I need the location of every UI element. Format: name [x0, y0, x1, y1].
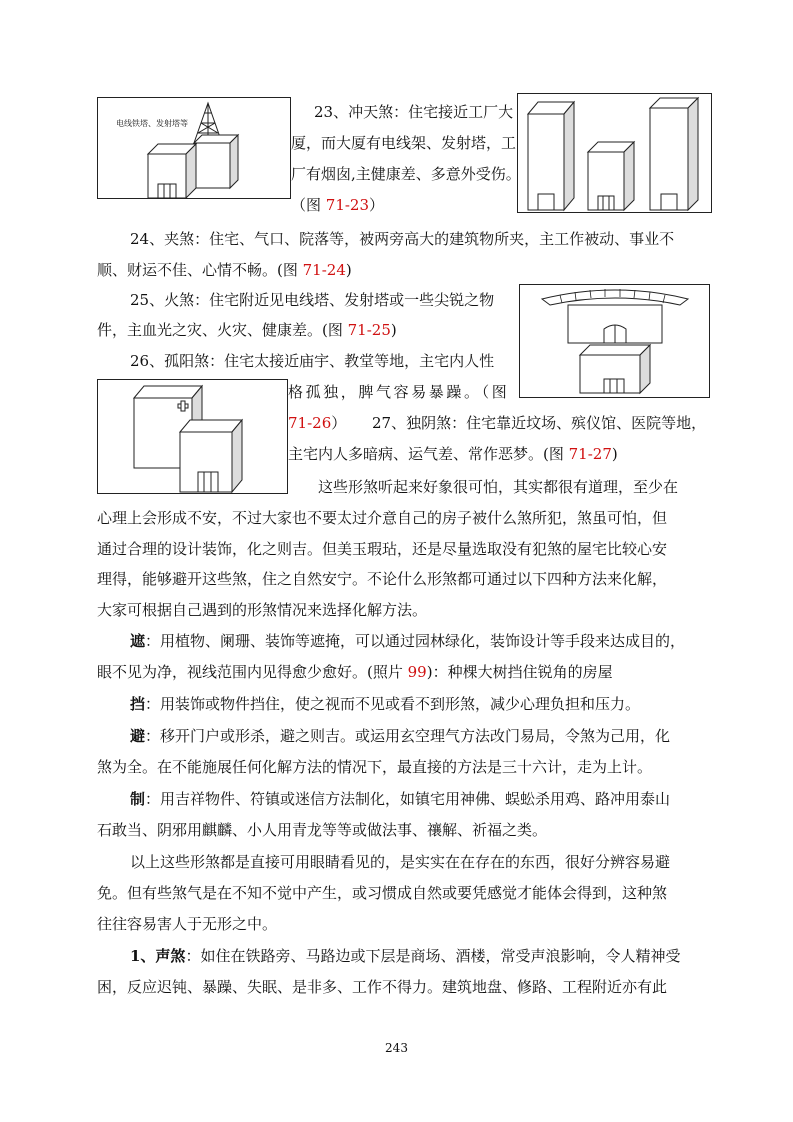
p23-line3: 厂有烟囱,主健康差、多意外受伤。 [291, 165, 521, 183]
summary-line5: 大家可根据自己遇到的形煞情况来选择化解方法。 [97, 601, 428, 619]
p26-line3: 71-26） [288, 414, 347, 432]
tower-building-illustration [98, 98, 290, 198]
summary-line2: 心理上会形成不安，不过大家也不要太过介意自己的房子被什么煞所犯，煞虽可怕，但 [97, 509, 668, 527]
zhi-line1: 制：用吉祥物件、符镇或迷信方法制化，如镇宅用神佛、蜈蚣杀用鸡、路冲用泰山 [130, 790, 671, 808]
p24-line2: 顺、财运不佳、心情不畅。(图 71-24) [97, 261, 352, 279]
p26-line1: 26、孤阳煞：住宅太接近庙宇、教堂等地，主宅内人性 [130, 352, 495, 370]
figure-ref-71-23[interactable]: 71-23 [325, 196, 370, 214]
dang-line1: 挡：用装饰或物件挡住，使之视而不见或看不到形煞，减少心理负担和压力。 [130, 695, 641, 713]
p25-line2: 件，主血光之灾、火灾、健康差。(图 71-25) [97, 321, 397, 339]
zhe-line1: 遮：用植物、阑珊、装饰等遮掩，可以通过园林绿化，装饰设计等手段来达成目的， [130, 632, 686, 650]
temple-house-illustration [520, 285, 709, 397]
summary-line3: 通过合理的设计装饰，化之则吉。但美玉瑕玷，还是尽量选取没有犯煞的屋宅比较心安 [97, 540, 668, 558]
p27-line2: 主宅内人多暗病、运气差、常作恶梦。(图 71-27) [288, 445, 618, 463]
figure-ref-71-27[interactable]: 71-27 [568, 445, 612, 463]
summary-line1: 这些形煞听起来好象很可怕，其实都很有道理，至少在 [318, 478, 679, 496]
p26-line2: 格孤独，脾气容易暴躁。（图 [288, 383, 510, 401]
p23-line4: （图 71-23） [291, 196, 385, 214]
bi-line2: 煞为全。在不能施展任何化解方法的情况下，最直接的方法是三十六计，走为上计。 [97, 758, 653, 776]
p23-line1: 23、冲天煞：住宅接近工厂大 [314, 103, 514, 121]
zhe-keyword: 遮 [130, 632, 146, 650]
figure-71-26 [97, 379, 288, 494]
bi-line1: 避：移开门户或形杀，避之则吉。或运用玄空理气方法改门易局，令煞为己用，化 [130, 727, 671, 745]
para2-line1: 以上这些形煞都是直接可用眼睛看见的，是实实在在存在的东西，很好分辨容易避 [130, 853, 671, 871]
figure-71-23 [97, 97, 291, 199]
dang-keyword: 挡 [130, 695, 146, 713]
para2-line2: 免。但有些煞气是在不知不觉中产生，或习惯成自然或要凭感觉才能体会得到，这种煞 [97, 884, 668, 902]
sheng-keyword: 1、声煞 [130, 947, 186, 965]
zhi-line2: 石敢当、阴邪用麒麟、小人用青龙等等或做法事、禳解、祈福之类。 [97, 821, 548, 839]
hospital-building-illustration [98, 380, 287, 493]
zhe-line2: 眼不见为净，视线范围内见得愈少愈好。(照片 99)：种棵大树挡住锐角的房屋 [97, 663, 613, 681]
figure-caption: 电线铁塔、发射塔等 [116, 119, 188, 128]
figure-71-24 [517, 93, 712, 213]
p25-line1: 25、火煞：住宅附近见电线塔、发射塔或一些尖锐之物 [130, 291, 495, 309]
p27-line1: 27、独阴煞：住宅靠近坟场、殡仪馆、医院等地， [372, 414, 707, 432]
photo-ref-99[interactable]: 99 [407, 663, 427, 681]
p23-line2: 厦，而大厦有电线架、发射塔，工 [291, 134, 517, 152]
figure-ref-71-25[interactable]: 71-25 [347, 321, 391, 339]
sheng-line1: 1、声煞：如住在铁路旁、马路边或下层是商场、酒楼，常受声浪影响，令人精神受 [130, 947, 681, 965]
tall-buildings-illustration [518, 94, 711, 212]
page-number: 243 [385, 1041, 408, 1055]
p24-line1: 24、夹煞：住宅、气口、院落等，被两旁高大的建筑物所夹，主工作被动、事业不 [130, 230, 675, 248]
summary-line4: 理得，能够避开这些煞，住之自然安宁。不论什么形煞都可通过以下四种方法来化解， [97, 570, 668, 588]
figure-ref-71-24[interactable]: 71-24 [302, 261, 346, 279]
figure-ref-71-26[interactable]: 71-26 [288, 414, 332, 432]
bi-keyword: 避 [130, 727, 146, 745]
figure-71-25 [519, 284, 710, 398]
para2-line3: 往往容易害人于无形之中。 [97, 915, 278, 933]
zhi-keyword: 制 [130, 790, 146, 808]
sheng-line2: 困，反应迟钝、暴躁、失眠、是非多、工作不得力。建筑地盘、修路、工程附近亦有此 [97, 978, 668, 996]
